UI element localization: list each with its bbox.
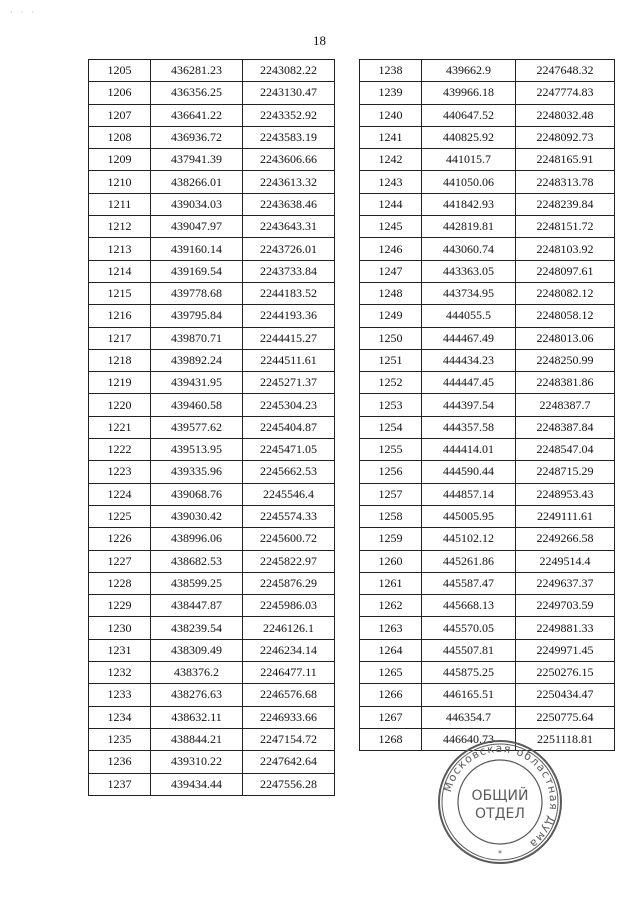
x-coordinate-cell: 439870.71 — [151, 327, 243, 349]
table-row — [89, 372, 335, 394]
y-coordinate-cell: 2250434.47 — [516, 684, 615, 706]
point-number-cell: 1256 — [360, 461, 422, 483]
table-row — [89, 617, 335, 639]
x-coordinate-cell: 439434.44 — [151, 773, 243, 795]
point-number-cell: 1211 — [89, 193, 151, 215]
y-coordinate-cell: 2243583.19 — [243, 126, 335, 148]
x-coordinate-cell: 440647.52 — [422, 104, 516, 126]
x-coordinate-cell: 438376.2 — [151, 662, 243, 684]
point-number-cell: 1233 — [89, 684, 151, 706]
point-number-cell: 1267 — [360, 706, 422, 728]
y-coordinate-cell: 2248103.92 — [516, 238, 615, 260]
point-number-cell: 1226 — [89, 528, 151, 550]
y-coordinate-cell: 2249111.61 — [516, 505, 615, 527]
y-coordinate-cell: 2243130.47 — [243, 82, 335, 104]
x-coordinate-cell: 438266.01 — [151, 171, 243, 193]
table-row — [89, 706, 335, 728]
x-coordinate-cell: 444447.45 — [422, 372, 516, 394]
point-number-cell: 1218 — [89, 349, 151, 371]
x-coordinate-cell: 439335.96 — [151, 461, 243, 483]
table-row — [89, 439, 335, 461]
y-coordinate-cell: 2249971.45 — [516, 639, 615, 661]
point-number-cell: 1205 — [89, 60, 151, 82]
stamp-mark: * — [498, 849, 502, 858]
y-coordinate-cell: 2248239.84 — [516, 193, 615, 215]
page-number: 18 — [313, 33, 326, 48]
point-number-cell: 1229 — [89, 595, 151, 617]
y-coordinate-cell: 2248013.06 — [516, 327, 615, 349]
x-coordinate-cell: 438844.21 — [151, 728, 243, 750]
x-coordinate-cell: 436356.25 — [151, 82, 243, 104]
point-number-cell: 1232 — [89, 662, 151, 684]
point-number-cell: 1228 — [89, 572, 151, 594]
table-row — [360, 439, 615, 461]
table-row — [360, 60, 615, 82]
x-coordinate-cell: 444590.44 — [422, 461, 516, 483]
table-row — [89, 349, 335, 371]
stamp-ring-text: Московская областная Дума — [441, 741, 561, 852]
table-row — [360, 260, 615, 282]
table-row — [89, 572, 335, 594]
x-coordinate-cell: 443734.95 — [422, 282, 516, 304]
point-number-cell: 1239 — [360, 82, 422, 104]
x-coordinate-cell: 440825.92 — [422, 126, 516, 148]
stamp-seal-icon — [436, 738, 564, 866]
x-coordinate-cell: 441050.06 — [422, 171, 516, 193]
point-number-cell: 1227 — [89, 550, 151, 572]
y-coordinate-cell: 2243606.66 — [243, 149, 335, 171]
y-coordinate-cell: 2245986.03 — [243, 595, 335, 617]
x-coordinate-cell: 438309.49 — [151, 639, 243, 661]
point-number-cell: 1207 — [89, 104, 151, 126]
table-row — [89, 282, 335, 304]
point-number-cell: 1234 — [89, 706, 151, 728]
x-coordinate-cell: 439966.18 — [422, 82, 516, 104]
y-coordinate-cell: 2248387.7 — [516, 394, 615, 416]
y-coordinate-cell: 2247648.32 — [516, 60, 615, 82]
table-row — [360, 394, 615, 416]
point-number-cell: 1250 — [360, 327, 422, 349]
x-coordinate-cell: 438682.53 — [151, 550, 243, 572]
x-coordinate-cell: 445570.05 — [422, 617, 516, 639]
x-coordinate-cell: 439034.03 — [151, 193, 243, 215]
x-coordinate-cell: 439310.22 — [151, 751, 243, 773]
y-coordinate-cell: 2248381.86 — [516, 372, 615, 394]
point-number-cell: 1251 — [360, 349, 422, 371]
y-coordinate-cell: 2247774.83 — [516, 82, 615, 104]
table-row — [89, 483, 335, 505]
table-row — [89, 82, 335, 104]
y-coordinate-cell: 2248313.78 — [516, 171, 615, 193]
point-number-cell: 1260 — [360, 550, 422, 572]
point-number-cell: 1245 — [360, 216, 422, 238]
point-number-cell: 1266 — [360, 684, 422, 706]
y-coordinate-cell: 2248953.43 — [516, 483, 615, 505]
table-row — [360, 662, 615, 684]
y-coordinate-cell: 2244415.27 — [243, 327, 335, 349]
x-coordinate-cell: 439047.97 — [151, 216, 243, 238]
point-number-cell: 1253 — [360, 394, 422, 416]
x-coordinate-cell: 439662.9 — [422, 60, 516, 82]
y-coordinate-cell: 2250276.15 — [516, 662, 615, 684]
x-coordinate-cell: 438239.54 — [151, 617, 243, 639]
table-row — [360, 282, 615, 304]
table-row — [89, 327, 335, 349]
table-row — [360, 639, 615, 661]
point-number-cell: 1222 — [89, 439, 151, 461]
table-row — [360, 372, 615, 394]
table-row — [89, 126, 335, 148]
x-coordinate-cell: 444434.23 — [422, 349, 516, 371]
x-coordinate-cell: 439169.54 — [151, 260, 243, 282]
point-number-cell: 1237 — [89, 773, 151, 795]
x-coordinate-cell: 443060.74 — [422, 238, 516, 260]
y-coordinate-cell: 2247154.72 — [243, 728, 335, 750]
y-coordinate-cell: 2243082.22 — [243, 60, 335, 82]
y-coordinate-cell: 2246234.14 — [243, 639, 335, 661]
point-number-cell: 1248 — [360, 282, 422, 304]
table-row — [89, 416, 335, 438]
point-number-cell: 1264 — [360, 639, 422, 661]
x-coordinate-cell: 445005.95 — [422, 505, 516, 527]
point-number-cell: 1223 — [89, 461, 151, 483]
x-coordinate-cell: 444357.58 — [422, 416, 516, 438]
point-number-cell: 1262 — [360, 595, 422, 617]
y-coordinate-cell: 2248250.99 — [516, 349, 615, 371]
point-number-cell: 1219 — [89, 372, 151, 394]
table-row — [89, 305, 335, 327]
x-coordinate-cell: 438447.87 — [151, 595, 243, 617]
x-coordinate-cell: 436936.72 — [151, 126, 243, 148]
point-number-cell: 1246 — [360, 238, 422, 260]
table-row — [89, 662, 335, 684]
point-number-cell: 1216 — [89, 305, 151, 327]
table-row — [89, 751, 335, 773]
point-number-cell: 1242 — [360, 149, 422, 171]
table-row — [360, 82, 615, 104]
table-row — [89, 773, 335, 795]
table-row — [360, 572, 615, 594]
x-coordinate-cell: 446165.51 — [422, 684, 516, 706]
table-row — [360, 528, 615, 550]
y-coordinate-cell: 2245304.23 — [243, 394, 335, 416]
point-number-cell: 1244 — [360, 193, 422, 215]
y-coordinate-cell: 2245822.97 — [243, 550, 335, 572]
table-row — [89, 238, 335, 260]
x-coordinate-cell: 439577.62 — [151, 416, 243, 438]
y-coordinate-cell: 2247556.28 — [243, 773, 335, 795]
point-number-cell: 1206 — [89, 82, 151, 104]
y-coordinate-cell: 2249703.59 — [516, 595, 615, 617]
x-coordinate-cell: 444397.54 — [422, 394, 516, 416]
table-row — [89, 461, 335, 483]
point-number-cell: 1235 — [89, 728, 151, 750]
table-row — [360, 216, 615, 238]
y-coordinate-cell: 2244511.61 — [243, 349, 335, 371]
point-number-cell: 1258 — [360, 505, 422, 527]
x-coordinate-cell: 445261.86 — [422, 550, 516, 572]
point-number-cell: 1247 — [360, 260, 422, 282]
point-number-cell: 1210 — [89, 171, 151, 193]
x-coordinate-cell: 445875.25 — [422, 662, 516, 684]
x-coordinate-cell: 445668.13 — [422, 595, 516, 617]
point-number-cell: 1225 — [89, 505, 151, 527]
y-coordinate-cell: 2245546.4 — [243, 483, 335, 505]
point-number-cell: 1212 — [89, 216, 151, 238]
point-number-cell: 1220 — [89, 394, 151, 416]
y-coordinate-cell: 2248387.84 — [516, 416, 615, 438]
official-stamp — [436, 738, 564, 866]
point-number-cell: 1230 — [89, 617, 151, 639]
point-number-cell: 1249 — [360, 305, 422, 327]
y-coordinate-cell: 2246933.66 — [243, 706, 335, 728]
y-coordinate-cell: 2246126.1 — [243, 617, 335, 639]
y-coordinate-cell: 2244193.36 — [243, 305, 335, 327]
table-row — [360, 706, 615, 728]
y-coordinate-cell: 2245471.05 — [243, 439, 335, 461]
table-row — [360, 349, 615, 371]
x-coordinate-cell: 441015.7 — [422, 149, 516, 171]
y-coordinate-cell: 2248032.48 — [516, 104, 615, 126]
point-number-cell: 1263 — [360, 617, 422, 639]
table-row — [89, 193, 335, 215]
table-row — [360, 171, 615, 193]
point-number-cell: 1255 — [360, 439, 422, 461]
point-number-cell: 1257 — [360, 483, 422, 505]
table-row — [360, 461, 615, 483]
y-coordinate-cell: 2250775.64 — [516, 706, 615, 728]
y-coordinate-cell: 2246576.68 — [243, 684, 335, 706]
y-coordinate-cell: 2243352.92 — [243, 104, 335, 126]
x-coordinate-cell: 444857.14 — [422, 483, 516, 505]
y-coordinate-cell: 2245404.87 — [243, 416, 335, 438]
table-row — [89, 260, 335, 282]
x-coordinate-cell: 445102.12 — [422, 528, 516, 550]
y-coordinate-cell: 2247642.64 — [243, 751, 335, 773]
coordinates-table-right — [359, 59, 615, 751]
table-row — [89, 60, 335, 82]
table-row — [360, 327, 615, 349]
x-coordinate-cell: 442819.81 — [422, 216, 516, 238]
table-row — [89, 216, 335, 238]
point-number-cell: 1217 — [89, 327, 151, 349]
point-number-cell: 1231 — [89, 639, 151, 661]
stamp-center-line-2: ОТДЕЛ — [475, 806, 525, 822]
y-coordinate-cell: 2244183.52 — [243, 282, 335, 304]
stamp-center-line-1: ОБЩИЙ — [471, 788, 529, 804]
table-row — [360, 550, 615, 572]
point-number-cell: 1214 — [89, 260, 151, 282]
x-coordinate-cell: 439513.95 — [151, 439, 243, 461]
point-number-cell: 1213 — [89, 238, 151, 260]
x-coordinate-cell: 445507.81 — [422, 639, 516, 661]
y-coordinate-cell: 2243733.84 — [243, 260, 335, 282]
x-coordinate-cell: 445587.47 — [422, 572, 516, 594]
x-coordinate-cell: 446640.73 — [422, 728, 516, 750]
table-row — [360, 617, 615, 639]
table-row — [360, 505, 615, 527]
y-coordinate-cell: 2246477.11 — [243, 662, 335, 684]
table-row — [360, 684, 615, 706]
point-number-cell: 1240 — [360, 104, 422, 126]
coordinates-table-left — [88, 59, 335, 796]
table-row — [89, 639, 335, 661]
y-coordinate-cell: 2248151.72 — [516, 216, 615, 238]
x-coordinate-cell: 441842.93 — [422, 193, 516, 215]
y-coordinate-cell: 2243726.01 — [243, 238, 335, 260]
table-row — [89, 394, 335, 416]
x-coordinate-cell: 446354.7 — [422, 706, 516, 728]
point-number-cell: 1224 — [89, 483, 151, 505]
point-number-cell: 1259 — [360, 528, 422, 550]
table-row — [360, 483, 615, 505]
table-row — [89, 104, 335, 126]
x-coordinate-cell: 436281.23 — [151, 60, 243, 82]
x-coordinate-cell: 444055.5 — [422, 305, 516, 327]
y-coordinate-cell: 2251118.81 — [516, 728, 615, 750]
x-coordinate-cell: 439030.42 — [151, 505, 243, 527]
x-coordinate-cell: 439431.95 — [151, 372, 243, 394]
table-row — [89, 505, 335, 527]
table-row — [360, 416, 615, 438]
point-number-cell: 1208 — [89, 126, 151, 148]
table-row — [89, 684, 335, 706]
y-coordinate-cell: 2245271.37 — [243, 372, 335, 394]
y-coordinate-cell: 2248097.61 — [516, 260, 615, 282]
y-coordinate-cell: 2248547.04 — [516, 439, 615, 461]
point-number-cell: 1243 — [360, 171, 422, 193]
x-coordinate-cell: 438996.06 — [151, 528, 243, 550]
table-row — [360, 305, 615, 327]
table-row — [360, 193, 615, 215]
table-row — [360, 126, 615, 148]
point-number-cell: 1252 — [360, 372, 422, 394]
x-coordinate-cell: 438599.25 — [151, 572, 243, 594]
table-row — [89, 550, 335, 572]
x-coordinate-cell: 438632.11 — [151, 706, 243, 728]
x-coordinate-cell: 439778.68 — [151, 282, 243, 304]
y-coordinate-cell: 2249514.4 — [516, 550, 615, 572]
table-row — [89, 149, 335, 171]
y-coordinate-cell: 2248715.29 — [516, 461, 615, 483]
point-number-cell: 1268 — [360, 728, 422, 750]
y-coordinate-cell: 2245600.72 — [243, 528, 335, 550]
point-number-cell: 1265 — [360, 662, 422, 684]
table-row — [89, 595, 335, 617]
point-number-cell: 1238 — [360, 60, 422, 82]
table-row — [360, 238, 615, 260]
y-coordinate-cell: 2248082.12 — [516, 282, 615, 304]
table-row — [89, 728, 335, 750]
y-coordinate-cell: 2245574.33 — [243, 505, 335, 527]
y-coordinate-cell: 2245662.53 — [243, 461, 335, 483]
y-coordinate-cell: 2245876.29 — [243, 572, 335, 594]
y-coordinate-cell: 2249637.37 — [516, 572, 615, 594]
x-coordinate-cell: 444467.49 — [422, 327, 516, 349]
table-row — [89, 528, 335, 550]
table-row — [89, 171, 335, 193]
x-coordinate-cell: 439068.76 — [151, 483, 243, 505]
x-coordinate-cell: 439460.58 — [151, 394, 243, 416]
point-number-cell: 1236 — [89, 751, 151, 773]
point-number-cell: 1261 — [360, 572, 422, 594]
y-coordinate-cell: 2243638.46 — [243, 193, 335, 215]
x-coordinate-cell: 439160.14 — [151, 238, 243, 260]
point-number-cell: 1221 — [89, 416, 151, 438]
y-coordinate-cell: 2248092.73 — [516, 126, 615, 148]
table-row — [360, 595, 615, 617]
x-coordinate-cell: 443363.05 — [422, 260, 516, 282]
y-coordinate-cell: 2248058.12 — [516, 305, 615, 327]
point-number-cell: 1215 — [89, 282, 151, 304]
point-number-cell: 1241 — [360, 126, 422, 148]
y-coordinate-cell: 2243643.31 — [243, 216, 335, 238]
x-coordinate-cell: 439892.24 — [151, 349, 243, 371]
y-coordinate-cell: 2249266.58 — [516, 528, 615, 550]
y-coordinate-cell: 2249881.33 — [516, 617, 615, 639]
point-number-cell: 1209 — [89, 149, 151, 171]
x-coordinate-cell: 437941.39 — [151, 149, 243, 171]
table-row — [360, 149, 615, 171]
x-coordinate-cell: 438276.63 — [151, 684, 243, 706]
table-row — [360, 104, 615, 126]
point-number-cell: 1254 — [360, 416, 422, 438]
x-coordinate-cell: 439795.84 — [151, 305, 243, 327]
y-coordinate-cell: 2248165.91 — [516, 149, 615, 171]
x-coordinate-cell: 444414.01 — [422, 439, 516, 461]
y-coordinate-cell: 2243613.32 — [243, 171, 335, 193]
x-coordinate-cell: 436641.22 — [151, 104, 243, 126]
scan-speck: · · · — [10, 8, 37, 17]
